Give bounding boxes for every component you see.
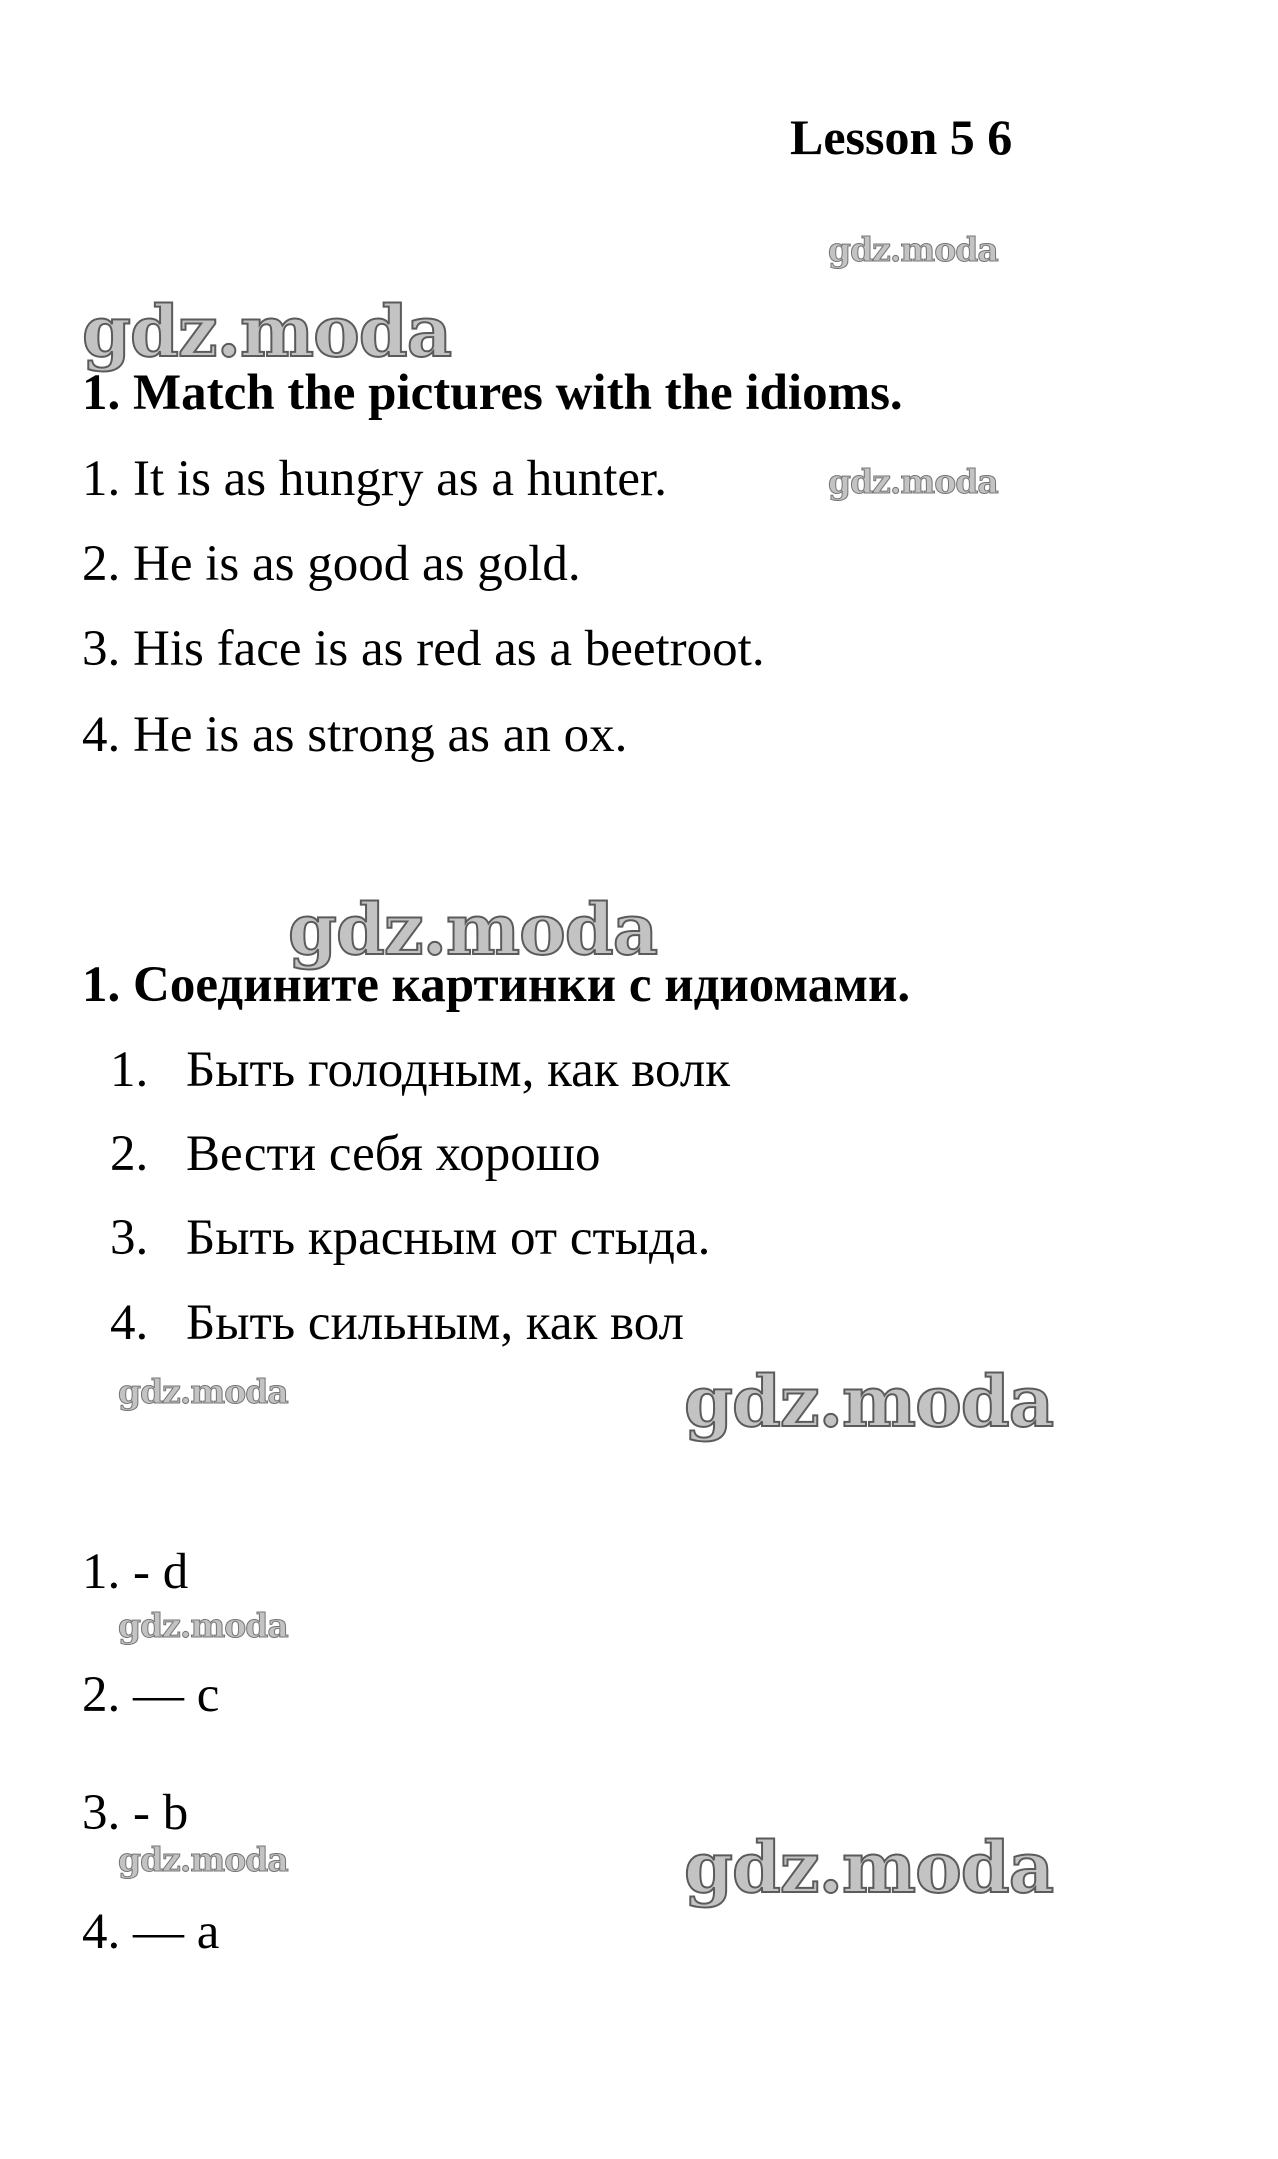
english-item: 3. His face is as red as a beetroot.	[82, 621, 765, 677]
english-item: 1. It is as hungry as a hunter.	[82, 451, 667, 507]
answer-item: 3. - b	[82, 1785, 189, 1841]
watermark: gdz.moda	[684, 1360, 1054, 1443]
russian-item-number: 3.	[110, 1210, 149, 1266]
watermark: gdz.moda	[118, 1372, 288, 1411]
russian-item-text: Быть красным от стыда.	[186, 1210, 711, 1266]
watermark: gdz.moda	[684, 1826, 1054, 1909]
russian-item	[110, 1041, 730, 1099]
russian-item	[110, 1209, 710, 1267]
russian-item	[110, 1294, 684, 1352]
watermark: gdz.moda	[118, 1606, 288, 1645]
answer-item: 1. - d	[82, 1544, 189, 1600]
english-item: 2. He is as good as gold.	[82, 536, 581, 592]
answer-item: 2. — c	[82, 1667, 220, 1723]
watermark: gdz.moda	[288, 888, 658, 971]
russian-item-number: 4.	[110, 1295, 149, 1351]
watermark: gdz.moda	[118, 1840, 288, 1879]
watermark: gdz.moda	[82, 290, 452, 373]
watermark: gdz.moda	[828, 462, 998, 501]
russian-item-number: 1.	[110, 1042, 149, 1098]
russian-item-text: Быть голодным, как волк	[186, 1042, 731, 1098]
russian-item	[110, 1125, 601, 1183]
lesson-title: Lesson 5 6	[790, 109, 1013, 165]
english-heading: 1. Match the pictures with the idioms.	[82, 365, 903, 421]
russian-heading: 1. Соедините картинки с идиомами.	[82, 957, 911, 1013]
russian-item-number: 2.	[110, 1126, 149, 1182]
answer-item: 4. — a	[82, 1904, 220, 1960]
english-item: 4. He is as strong as an ox.	[82, 707, 628, 763]
russian-item-text: Вести себя хорошо	[186, 1126, 601, 1182]
watermark: gdz.moda	[828, 230, 998, 269]
russian-item-text: Быть сильным, как вол	[186, 1295, 684, 1351]
